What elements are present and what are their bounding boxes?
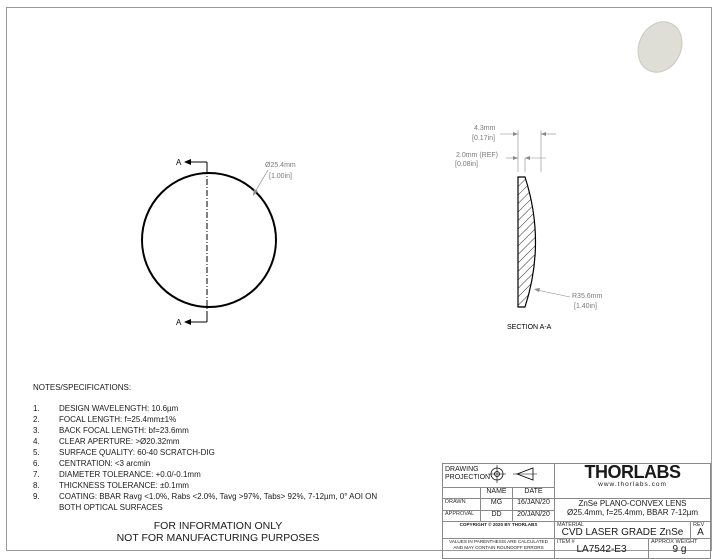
projection-symbol-icon	[483, 464, 541, 484]
note-item: 1. DESIGN WAVELENGTH: 10.6µm	[33, 404, 179, 413]
section-view	[455, 125, 603, 331]
weight-value: 9 g	[672, 544, 687, 555]
projection-label: DRAWING PROJECTION	[445, 466, 491, 481]
description-line1: ZnSe PLANO-CONVEX LENS	[578, 499, 687, 508]
rev-value: A	[697, 527, 704, 538]
diameter-label: Ø25.4mm	[265, 162, 296, 169]
notes-title: NOTES/SPECIFICATIONS:	[33, 383, 132, 392]
note-item: 9. COATING: BBAR Ravg <1.0%, Rabs <2.0%, Tavg >97%, Tabs> 92%, 7-12µm, 0° AOI ON BOTH OPTICAL SURFACES	[33, 492, 378, 512]
approval-label: APPROVAL	[443, 511, 481, 522]
note-item: 6. CENTRATION: <3 arcmin	[33, 459, 151, 468]
thickness-label-in: [0.17in]	[472, 135, 495, 142]
thickness-label: 4.3mm	[474, 125, 496, 132]
note-item: 2. FOCAL LENGTH: f=25.4mm±1%	[33, 415, 177, 424]
drawn-name: MG	[481, 499, 513, 511]
weight-cell	[649, 539, 711, 559]
projection-cell	[443, 464, 555, 488]
values-note: VALUES IN PARENTHESIS ARE CALCULATED AND MAY CONTAIN ROUNDOFF ERRORS	[443, 539, 555, 559]
material-cell	[555, 522, 691, 539]
item-label: ITEM #	[557, 539, 575, 545]
title-block	[442, 463, 711, 559]
drawn-date: 16/JAN/20	[513, 499, 555, 511]
note-item: 7. DIAMETER TOLERANCE: +0.0/-0.1mm	[33, 470, 201, 479]
item-cell	[555, 539, 649, 559]
edge-label: 2.0mm (REF)	[456, 152, 498, 159]
material-value: CVD LASER GRADE ZnSe	[561, 527, 684, 538]
edge-label-in: [0.08in]	[455, 161, 478, 168]
weight-label: APPROX WEIGHT	[651, 539, 698, 545]
company-url: www.thorlabs.com	[598, 481, 667, 488]
description-cell	[555, 499, 711, 522]
rev-cell	[691, 522, 711, 539]
radius-label: R35.6mm	[572, 293, 603, 300]
section-marker-bottom: A	[176, 318, 182, 327]
logo-cell	[555, 464, 711, 499]
approval-name: DD	[481, 511, 513, 522]
front-view	[142, 158, 296, 327]
description-line2: Ø25.4mm, f=25.4mm, BBAR 7-12µm	[566, 508, 699, 517]
disclaimer-line2: NOT FOR MANUFACTURING PURPOSES	[116, 532, 320, 544]
rev-label: REV	[693, 522, 705, 528]
lens-thumbnail	[630, 15, 690, 80]
note-item: 8. THICKNESS TOLERANCE: ±0.1mm	[33, 481, 189, 490]
notes-specifications	[33, 382, 389, 513]
item-value: LA7542-E3	[576, 544, 627, 555]
name-header: NAME	[481, 488, 513, 499]
copyright: COPYRIGHT © 2020 BY THORLABS	[443, 522, 555, 539]
approval-date: 20/JAN/20	[513, 511, 555, 522]
disclaimer-line1: FOR INFORMATION ONLY	[153, 520, 283, 532]
disclaimer	[90, 520, 346, 544]
diameter-label-in: [1.00in]	[269, 173, 292, 180]
thorlabs-logo: THORLABS	[584, 462, 681, 482]
drawn-label: DRAWN	[443, 499, 481, 511]
material-label: MATERIAL	[557, 522, 585, 528]
note-item: 3. BACK FOCAL LENGTH: bf=23.6mm	[33, 426, 189, 435]
note-item: 4. CLEAR APERTURE: >Ø20.32mm	[33, 437, 180, 446]
radius-label-in: [1.40in]	[574, 303, 597, 310]
note-item: 5. SURFACE QUALITY: 60-40 SCRATCH-DIG	[33, 448, 215, 457]
section-marker-top: A	[176, 158, 182, 167]
date-header: DATE	[513, 488, 555, 499]
section-title: SECTION A-A	[507, 324, 552, 331]
